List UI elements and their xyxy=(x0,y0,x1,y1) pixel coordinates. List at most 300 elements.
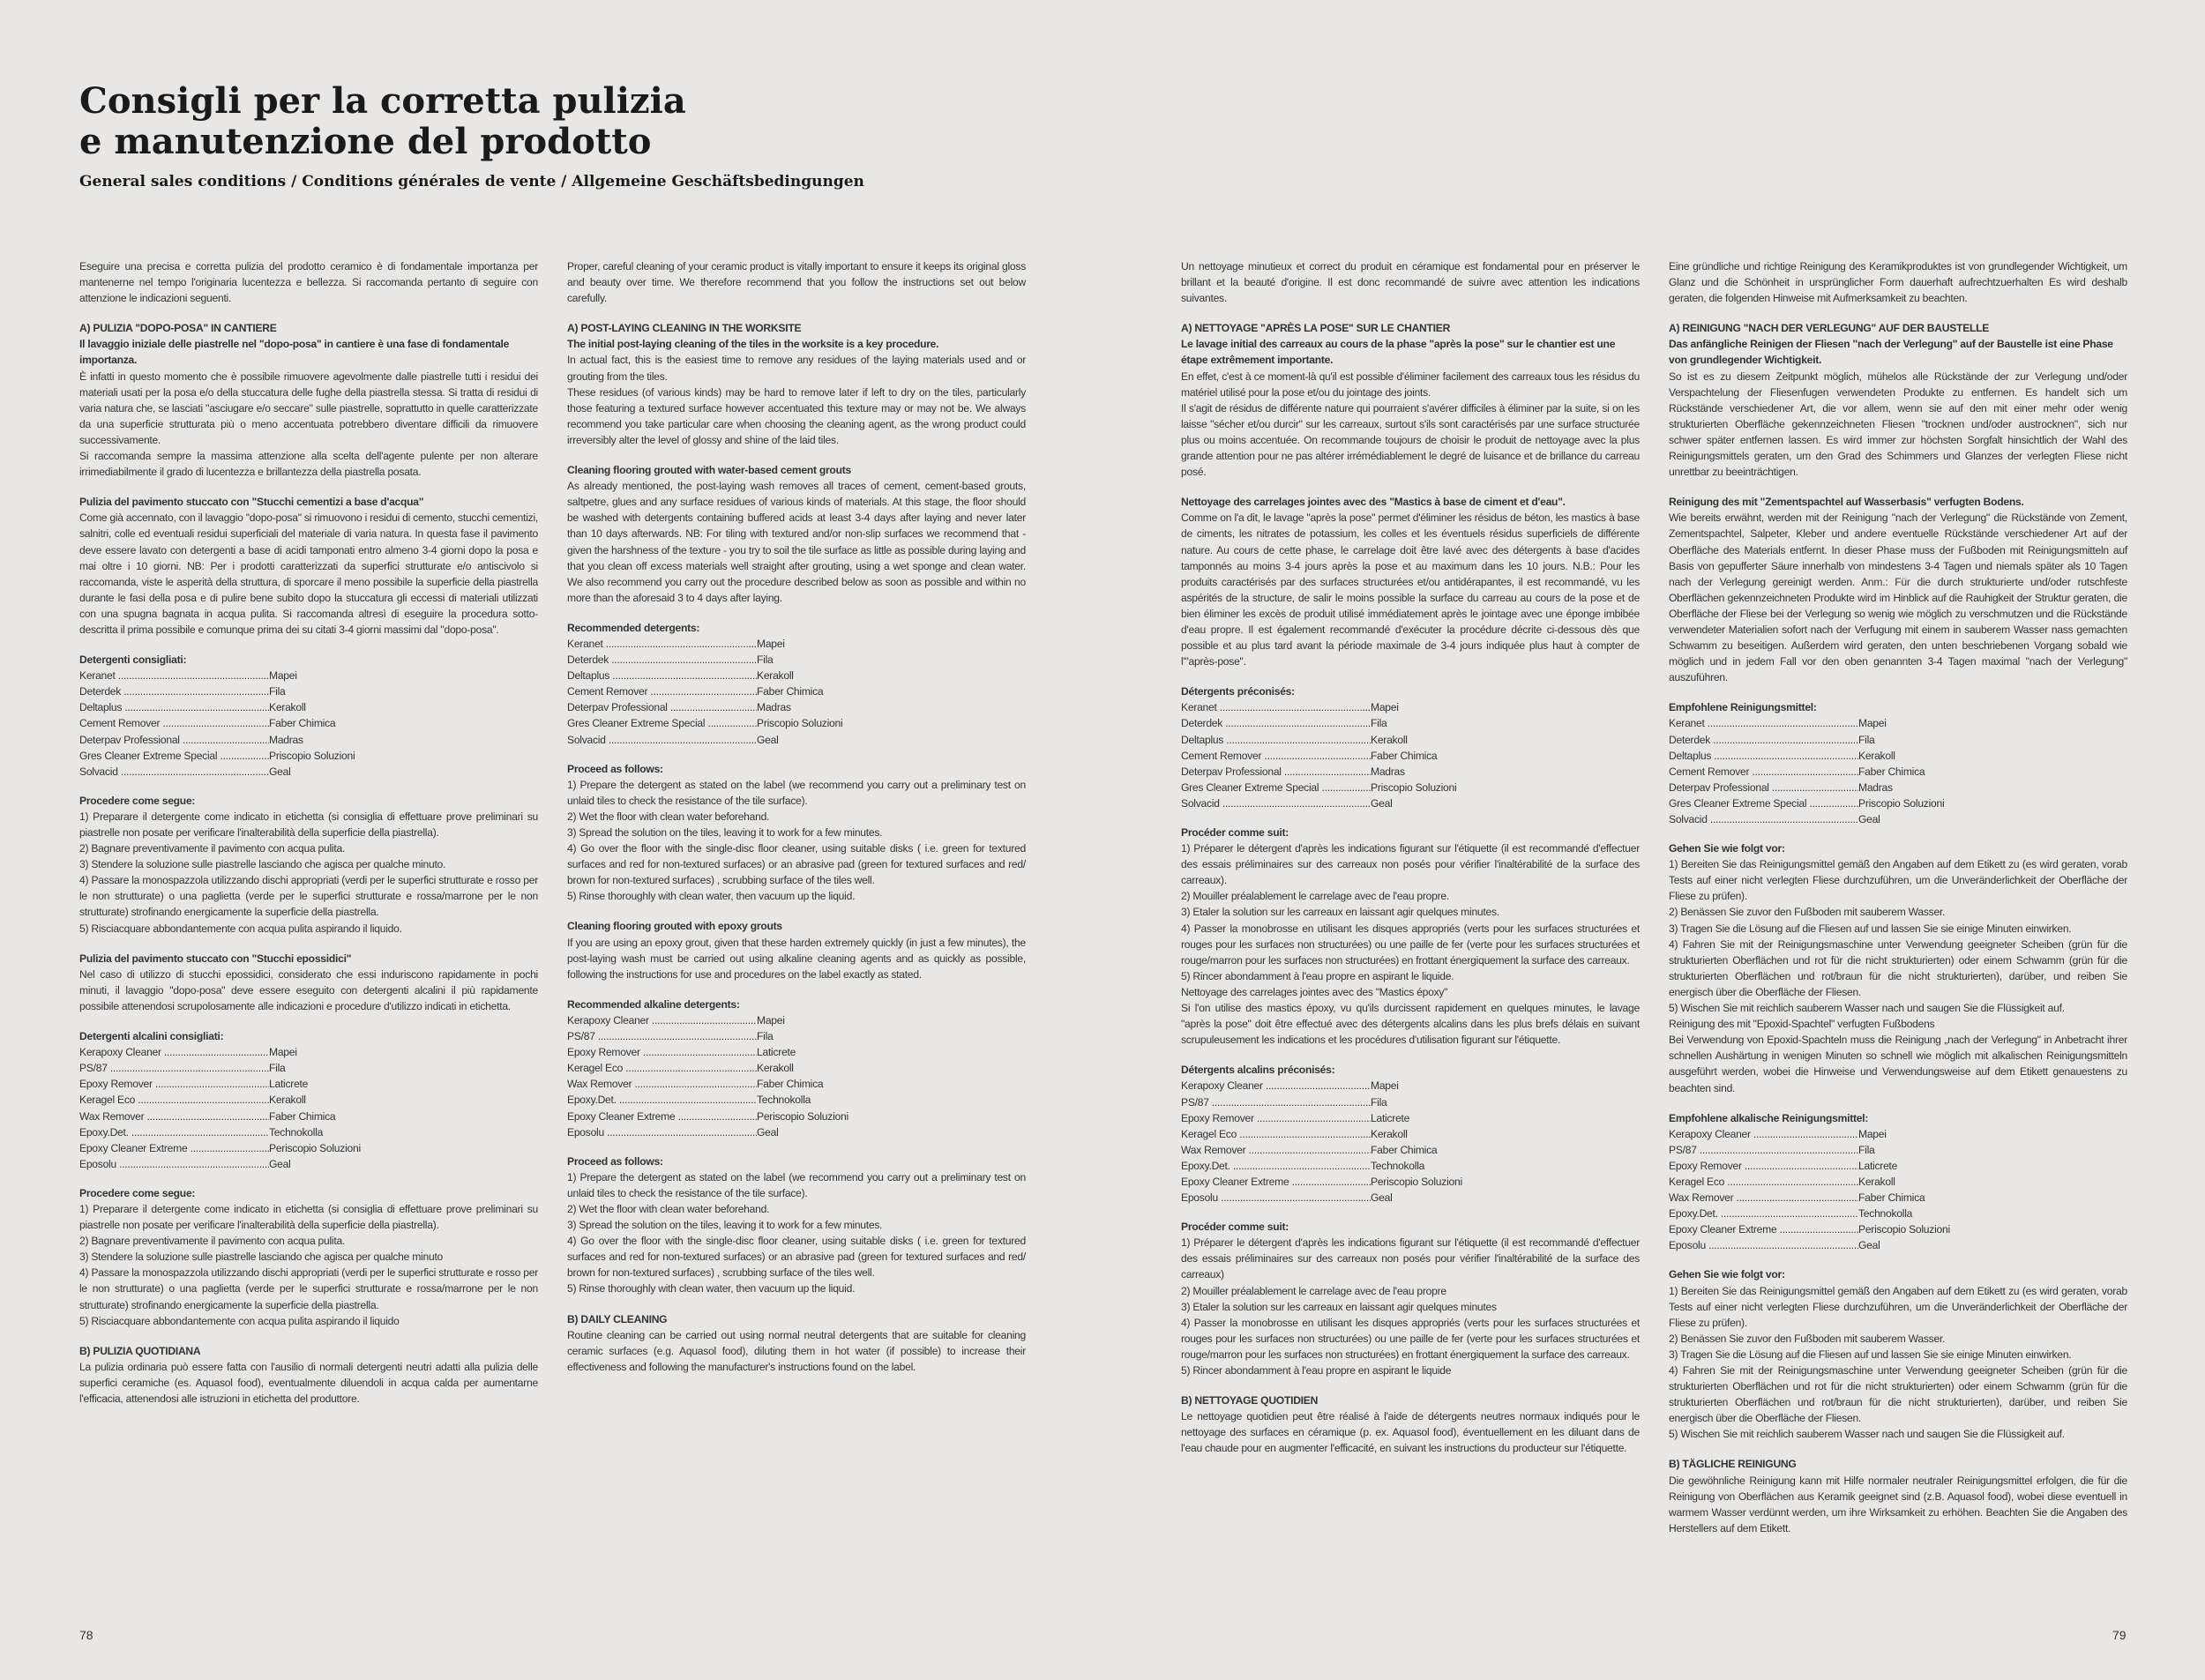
detergent-row xyxy=(79,748,538,764)
detergent-brand: Periscopio Soluzioni xyxy=(269,1141,361,1154)
procedure-step: 4) Passer la monobrosse en utilisant les disques appropriés (verts pour les surfaces structurées et rouges pour les surfaces non structurées) ou une paille de fer (verte pour les surfaces structurées et rouge/marron pour les surfaces non structurées) en frottant énergiquement la surface des carreaux. xyxy=(1181,1316,1640,1361)
detergent-name: Deltaplus ..... xyxy=(79,699,269,715)
detergent-row xyxy=(79,683,538,699)
procedure-step: 5) Rinse thoroughly with clean water, then vacuum up the liquid. xyxy=(567,890,856,903)
detergent-brand: Mapei xyxy=(1371,1079,1399,1093)
detergent-brand: Mapei xyxy=(757,1013,785,1027)
procedure-step: 5) Rincer abondamment à l'eau propre en aspirant le liquide. xyxy=(1181,969,1454,982)
detergent-brand: Priscopio Soluzioni xyxy=(1858,796,1945,810)
detergent-brand: Periscopio Soluzioni xyxy=(1371,1175,1462,1188)
detergent-name: Gres Cleaner Extreme Special ..... xyxy=(567,715,757,731)
detergents-2-heading: Détergents alcalins préconisés: xyxy=(1181,1064,1335,1077)
detergent-name: Cement Remover ..... xyxy=(1181,748,1371,764)
subsection-1-heading: Cleaning flooring grouted with water-based cement grouts xyxy=(567,464,851,477)
detergent-brand: Faber Chimica xyxy=(1858,765,1925,778)
procedure-step: 4) Passer la monobrosse en utilisant les disques appropriés (verts pour les surfaces structurées et rouges pour les surfaces non structurées) ou une paille de fer (verte pour les surfaces structurées et rouge/marron pour les surfaces non structurées) en frottant énergiquement la surface des carreaux. xyxy=(1181,922,1640,967)
detergent-row xyxy=(1669,1190,2127,1206)
detergent-row xyxy=(1181,1190,1640,1206)
detergent-row xyxy=(567,732,1026,748)
detergent-brand: Kerakoll xyxy=(1858,749,1895,762)
detergent-name: PS/87 ..... xyxy=(1669,1142,1858,1158)
detergent-row xyxy=(79,1140,538,1156)
detergent-name: Epoxy Cleaner Extreme ..... xyxy=(567,1109,757,1124)
detergent-brand: Mapei xyxy=(1858,717,1887,730)
proc2-steps xyxy=(567,1169,1026,1297)
detergent-row xyxy=(1181,748,1640,764)
intro-paragraph: Proper, careful cleaning of your ceramic product is vitally important to ensure it keeps its original gloss and beauty over time. We therefore recommend that you follow the instructions set out below carefully. xyxy=(567,260,1026,305)
detergent-brand: Madras xyxy=(1858,780,1893,794)
detergent-brand: Laticrete xyxy=(757,1046,796,1059)
detergent-name: Deterdek ..... xyxy=(79,683,269,699)
procedure-step: 3) Etaler la solution sur les carreaux en laissant agir quelques minutes xyxy=(1181,1300,1497,1313)
procedure-step: 2) Benässen Sie zuvor den Fußboden mit sauberem Wasser. xyxy=(1669,1332,1946,1345)
detergent-brand: Periscopio Soluzioni xyxy=(757,1109,848,1123)
section-a-heading: A) PULIZIA "DOPO-POSA" IN CANTIERE xyxy=(79,322,277,335)
detergent-row xyxy=(1181,1078,1640,1094)
detergent-name: Kerapoxy Cleaner ..... xyxy=(1181,1078,1371,1094)
detergent-name: Keranet ..... xyxy=(79,668,269,683)
detergent-brand: Faber Chimica xyxy=(269,717,336,730)
det2-list xyxy=(79,1044,538,1172)
detergent-row xyxy=(567,668,1026,683)
detergent-name: Deterdek ..... xyxy=(1669,732,1858,748)
detergent-row xyxy=(79,715,538,731)
detergent-brand: Fila xyxy=(757,653,774,667)
detergent-brand: Geal xyxy=(757,1125,779,1139)
detergent-row xyxy=(1669,1126,2127,1142)
detergent-brand: Laticrete xyxy=(1858,1159,1898,1172)
procedure-step: 2) Bagnare preventivamente il pavimento con acqua pulita. xyxy=(79,1235,346,1248)
procedure-step: 4) Fahren Sie mit der Reinigungsmaschine unter Verwendung geeigneter Scheiben (grün für die strukturierten Oberflächen und rot für die nicht strukturierten) oder einem Schwamm (grün für die strukturierten Oberflächen und rot/braun für die nicht strukturierten), darüber, und reiben Sie energisch über die Oberfläche der Fliesen. xyxy=(1669,937,2127,998)
detergent-name: Wax Remover ..... xyxy=(1181,1142,1371,1158)
detergents-1-heading: Détergents préconisés: xyxy=(1181,685,1295,698)
section-a-text-2: Si raccomanda sempre la massima attenzione alla scelta dell'agente pulente per non alterare irrimediabilmente il grado di lucentezza e brillantezza della piastrella posata. xyxy=(79,450,538,479)
detergent-brand: Fila xyxy=(1858,733,1875,746)
det1-list xyxy=(1669,715,2127,827)
procedure-step: 3) Tragen Sie die Lösung auf die Fliesen auf und lassen Sie sie einige Minuten einwirken. xyxy=(1669,1348,2072,1361)
detergent-row xyxy=(79,699,538,715)
detergent-row xyxy=(1181,1126,1640,1142)
detergent-row xyxy=(1669,811,2127,827)
detergent-brand: Geal xyxy=(1858,813,1880,825)
detergent-row xyxy=(1181,795,1640,811)
section-b-heading: B) TÄGLICHE REINIGUNG xyxy=(1669,1458,1797,1471)
detergent-brand: Geal xyxy=(269,1157,291,1170)
detergents-1-heading: Recommended detergents: xyxy=(567,621,700,634)
detergent-name: Epoxy.Det. ..... xyxy=(1669,1206,1858,1221)
detergent-row xyxy=(567,1109,1026,1124)
detergent-row xyxy=(567,1060,1026,1076)
section-b-text: Routine cleaning can be carried out using normal neutral detergents that are suitable for cleaning ceramic surfaces (e.g. Aquasol food), diluting them in hot water (if possible) to increase their effectiveness and following the manufacturer's instructions found on the label. xyxy=(567,1328,1026,1373)
detergent-row xyxy=(1669,1221,2127,1237)
procedure-2-heading: Procéder comme suit: xyxy=(1181,1221,1289,1234)
procedure-step: 5) Rincer abondamment à l'eau propre en aspirant le liquide xyxy=(1181,1364,1452,1377)
detergent-name: Eposolu ..... xyxy=(1669,1237,1858,1253)
section-a-heading: A) REINIGUNG "NACH DER VERLEGUNG" AUF DER BAUSTELLE xyxy=(1669,322,1990,335)
detergent-row xyxy=(1181,1094,1640,1110)
detergent-name: Eposolu ..... xyxy=(567,1124,757,1140)
detergent-row xyxy=(1669,748,2127,764)
procedure-step: 5) Rinse thoroughly with clean water, then vacuum up the liquid. xyxy=(567,1282,856,1295)
detergent-row xyxy=(1181,1110,1640,1126)
proc2-steps xyxy=(1669,1283,2127,1443)
page-number-left: 78 xyxy=(79,1628,93,1642)
subsection-1-text: Comme on l'a dit, le lavage "après la pose" permet d'éliminer les résidus de béton, les mastics à base de ciments, les nitrates de potassium, les colles et les éventuels résidus superficiels de différente nature. Au cours de cette phase, le carrelage doit être lavé avec des détergents à base d'acides tamponnés au moins 3-4 jours après la pose et au maximum dans les 10 jours. N.B.: Pour les produits caractérisés par des surfaces structurées et/ou antidérapantes, il est recommandé, vu les aspérités de la structure, de salir le moins possible la surface du carreau au cours de la pose et de bien éliminer les excès de produit utilisé immédiatement après le jointage avec une éponge imbibée d'eau propre. Il est également recommandé d'exécuter la procédure décrite ci-dessous dès que possible et au plus tard avant la période maximale de 3-4 jours indiquée plus haut à compter de l'"après-pose". xyxy=(1181,511,1640,668)
procedure-step: 5) Wischen Sie mit reichlich sauberem Wasser nach und saugen Sie die Flüssigkeit auf. xyxy=(1669,1002,2065,1015)
section-a-lead: Il lavaggio iniziale delle piastrelle nel "dopo-posa" in cantiere è una fase di fondamentale importanza. xyxy=(79,338,510,367)
section-b-text: La pulizia ordinaria può essere fatta con l'ausilio di normali detergenti neutri adatti alla pulizia delle superfici ceramiche (es. Aquasol food), eventualmente diluendoli in acqua calda per aumentarne l'efficacia, attenendosi alle istruzioni in etichetta del produttore. xyxy=(79,1360,538,1405)
detergent-name: Keranet ..... xyxy=(1669,715,1858,731)
procedure-step: 3) Etaler la solution sur les carreaux en laissant agir quelques minutes. xyxy=(1181,906,1499,919)
section-a-text-2: Il s'agit de résidus de différente nature qui pourraient s'avérer difficiles à éliminer par la suite, si on les laisse "sécher et/ou durcir" sur les carreaux, surtout s'ils sont caractérisés par une surface structurée plus ou moins accentuée. On recommande toujours de choisir le produit de nettoyage avec la plus grande attention pour ne pas altérer irrémédiablement le degré de luisance et de brillance du carreau posé. xyxy=(1181,401,1640,479)
detergent-brand: Priscopio Soluzioni xyxy=(1371,780,1457,794)
column-french xyxy=(1181,258,1640,1456)
intro-paragraph: Eine gründliche und richtige Reinigung des Keramikproduktes ist von grundlegender Wichtigkeit, um Glanz und die Schönheit in ursprünglicher Form dauerhaft aufrechtzuerhalten Es wird deshalb geraten, die folgenden Hinweise mit Aufmerksamkeit zu beachten. xyxy=(1669,260,2127,305)
detergent-brand: Faber Chimica xyxy=(1858,1191,1925,1205)
detergent-name: Epoxy Cleaner Extreme ..... xyxy=(1181,1174,1371,1190)
section-a-lead: Das anfängliche Reinigen der Fliesen "nach der Verlegung" auf der Baustelle ist eine Phase von grundlegender Wichtigkeit. xyxy=(1669,338,2113,367)
subsection-1-text: Wie bereits erwähnt, werden mit der Reinigung "nach der Verlegung" die Rückstände von Zement, Zementspachtel, Salpeter, Kleber und andere eventuelle Rückstände verschiedener Art auf der Oberfläche des Materials entfernt. In dieser Phase muss der Fußboden mit Reinigungsmitteln auf Basis von gepufferter Säure innerhalb von mindestens 3-4 Tagen und niemals später als 10 Tagen nach der Verlegung gereinigt werden. Anm.: Für die durch strukturierte und/oder rutschfeste Oberflächen gekennzeichneten Produkte wird im Hinblick auf die Rauhigkeit der Struktur geraten, die Oberfläche der Fliese bei der Verlegung so wenig wie möglich zu verschmutzen und die Rückstände verwendeter Materialien sofort nach der Verfugung mit einem in sauberem Wasser nass gemachten Schwamm zu beseitigen. Außerdem wird geraten, den unten beschriebenen Vorgang sobald wie möglich und in jedem Fall vor den oben genannten 3-4 Tagen maximal "nach der Verlegung" auszuführen. xyxy=(1669,511,2127,684)
detergent-brand: Fila xyxy=(1371,1095,1387,1109)
procedure-step: 3) Stendere la soluzione sulle piastrelle lasciando che agisca per qualche minuto. xyxy=(79,858,446,871)
detergent-row xyxy=(567,1076,1026,1092)
detergent-brand: Geal xyxy=(1371,1191,1393,1205)
procedure-step: 1) Préparer le détergent d'après les indications figurant sur l'étiquette (il est recommandé d'effectuer des essais préliminaires sur des carreaux non posés pour vérifier l'inaltérabilité de la surface des carreaux) xyxy=(1181,1236,1640,1281)
detergent-brand: Geal xyxy=(1858,1239,1880,1252)
subsection-2-text: Nel caso di utilizzo di stucchi epossidici, considerato che essi induriscono rapidamente in pochi minuti, il lavaggio "dopo-posa" deve essere eseguito con detergenti alcalini il più rapidamente possibile attenendosi scrupolosamente alle indicazioni e procedure d'utilizzo indicati in etichetta. xyxy=(79,967,538,1012)
procedure-step: 1) Prepare the detergent as stated on the label (we recommend you carry out a preliminary test on unlaid tiles to check the resistance of the tile surface). xyxy=(567,1170,1026,1199)
detergent-brand: Laticrete xyxy=(269,1078,309,1091)
detergents-2-heading: Detergenti alcalini consigliati: xyxy=(79,1030,224,1043)
detergent-brand: Technokolla xyxy=(757,1094,811,1107)
detergent-name: Gres Cleaner Extreme Special ..... xyxy=(79,748,269,764)
detergent-name: Solvacid ..... xyxy=(1181,795,1371,811)
detergent-row xyxy=(79,1076,538,1092)
section-b-heading: B) PULIZIA QUOTIDIANA xyxy=(79,1344,201,1357)
page-number-right: 79 xyxy=(2112,1628,2127,1642)
procedure-step: 4) Passare la monospazzola utilizzando dischi appropriati (verdi per le superfici strutturate e rosso per le non strutturate) o una paglietta (verde per le superfici strutturate e rossa/marrone per le non strutturate) strofinando energicamente la superficie della piastrella. xyxy=(79,1266,538,1311)
detergent-brand: Faber Chimica xyxy=(757,685,824,698)
section-b-heading: B) NETTOYAGE QUOTIDIEN xyxy=(1181,1394,1319,1407)
detergent-row xyxy=(1181,780,1640,795)
detergent-brand: Kerakoll xyxy=(1371,1127,1408,1140)
procedure-step: Bei Verwendung von Epoxid-Spachteln muss die Reinigung „nach der Verlegung" in Anbetracht ihrer schnellen Aushärtung in wenigen Minuten so schnell wie möglich mit alkalischen Reinigungsmitteln ausgeführt werden, wobei die Hinweise und Verwendungsweise auf dem Etikett genauestens zu beachten sind. xyxy=(1669,1034,2127,1094)
procedure-step: Si l'on utilise des mastics époxy, vu qu'ils durcissent rapidement en quelques minutes, le lavage "après la pose" doit être effectué avec des détergents alcalins dans les plus brefs délais en suivant scrupuleusement les indications et les procédures d'utilisation figurant sur l'étiquette. xyxy=(1181,1002,1640,1047)
detergent-name: Epoxy.Det. ..... xyxy=(567,1092,757,1108)
detergent-name: Solvacid ..... xyxy=(79,764,269,780)
proc2-steps xyxy=(1181,1235,1640,1378)
detergent-name: PS/87 ..... xyxy=(79,1060,269,1076)
section-b-text: Die gewöhnliche Reinigung kann mit Hilfe normaler neutraler Reinigungsmittel erfolgen, die für die Reinigung von Oberflächen aus Keramik geeignet sind (z.B. Aquasol food), wobei diese eventuell in warmem Wasser verdünnt werden, um ihre Wirksamkeit zu erhöhen. Beachten Sie die Angaben des Herstellers auf dem Etikett. xyxy=(1669,1474,2127,1534)
column-italian xyxy=(79,258,538,1407)
proc1-steps xyxy=(79,809,538,937)
detergent-name: Wax Remover ..... xyxy=(1669,1190,1858,1206)
detergent-brand: Technokolla xyxy=(269,1125,324,1139)
detergent-row xyxy=(567,1028,1026,1044)
detergent-brand: Geal xyxy=(269,765,291,778)
section-a-text: En effet, c'est à ce moment-là qu'il est possible d'éliminer facilement des carreaux tous les résidus du matériel utilisé pour la pose et/ou du jointage des joints. xyxy=(1181,370,1640,399)
detergent-row xyxy=(79,1156,538,1172)
detergent-row xyxy=(567,699,1026,715)
detergent-name: Keragel Eco ..... xyxy=(567,1060,757,1076)
detergent-name: Cement Remover ..... xyxy=(567,683,757,699)
detergent-name: PS/87 ..... xyxy=(1181,1094,1371,1110)
procedure-2-heading: Procedere come segue: xyxy=(79,1186,196,1199)
detergent-brand: Kerakoll xyxy=(1371,733,1408,746)
detergent-brand: Mapei xyxy=(757,637,785,650)
detergent-name: Solvacid ..... xyxy=(567,732,757,748)
section-a-heading: A) POST-LAYING CLEANING IN THE WORKSITE xyxy=(567,322,802,335)
detergent-name: Epoxy.Det. ..... xyxy=(79,1124,269,1140)
det1-list xyxy=(567,636,1026,748)
detergent-row xyxy=(1669,795,2127,811)
detergent-brand: Mapei xyxy=(1858,1127,1887,1140)
subsection-2-text: If you are using an epoxy grout, given that these harden extremely quickly (in just a few minutes), the post-laying wash must be carried out using alkaline cleaning agents and as quickly as possible, following the instructions for use and procedures on the label exactly as stated. xyxy=(567,936,1026,981)
detergent-brand: Mapei xyxy=(269,669,297,683)
detergent-brand: Faber Chimica xyxy=(1371,749,1438,762)
detergent-row xyxy=(79,764,538,780)
detergent-brand: Mapei xyxy=(1371,701,1399,714)
procedure-step: Nettoyage des carrelages jointes avec des "Mastics époxy" xyxy=(1181,985,1448,998)
detergent-row xyxy=(79,1092,538,1108)
procedure-step: 1) Preparare il detergente come indicato in etichetta (si consiglia di effettuare prove preliminari su piastrelle non posate per verificare l'inalterabilità della superficie della piastrella). xyxy=(79,1202,538,1232)
detergent-brand: Kerakoll xyxy=(1858,1175,1895,1188)
detergent-brand: Mapei xyxy=(269,1046,297,1059)
detergent-brand: Priscopio Soluzioni xyxy=(269,749,355,762)
detergent-brand: Priscopio Soluzioni xyxy=(757,717,843,730)
detergents-2-heading: Recommended alkaline detergents: xyxy=(567,997,740,1011)
procedure-step: Reinigung des mit "Epoxid-Spachtel" verfugten Fußbodens xyxy=(1669,1018,1935,1031)
procedure-step: 2) Bagnare preventivamente il pavimento con acqua pulita. xyxy=(79,842,346,855)
detergent-name: Wax Remover ..... xyxy=(567,1076,757,1092)
detergent-name: Kerapoxy Cleaner ..... xyxy=(79,1044,269,1060)
detergent-brand: Fila xyxy=(269,1062,286,1075)
procedure-step: 4) Fahren Sie mit der Reinigungsmaschine unter Verwendung geeigneter Scheiben (grün für die strukturierten Oberflächen und rot für die nicht strukturierten) oder einem Schwamm (grün für die strukturierten Oberflächen und rot/braun für die nicht strukturierten), darüber, und reiben Sie energisch über die Oberfläche der Fliesen. xyxy=(1669,1364,2127,1425)
detergent-row xyxy=(79,1124,538,1140)
detergent-name: Eposolu ..... xyxy=(1181,1190,1371,1206)
proc2-steps xyxy=(79,1201,538,1329)
detergent-name: PS/87 ..... xyxy=(567,1028,757,1044)
detergent-row xyxy=(1669,732,2127,748)
detergent-name: Eposolu ..... xyxy=(79,1156,269,1172)
detergent-name: Epoxy Cleaner Extreme ..... xyxy=(79,1140,269,1156)
detergent-row xyxy=(1181,764,1640,780)
detergent-row xyxy=(1669,780,2127,795)
section-a-lead: The initial post-laying cleaning of the tiles in the worksite is a key procedure. xyxy=(567,338,939,351)
detergent-row xyxy=(567,1012,1026,1028)
detergent-row xyxy=(1181,699,1640,715)
section-a-text: So ist es zu diesem Zeitpunkt möglich, mühelos alle Rückstände der zur Verlegung und/oder Verspachtelung der Fliesenfugen verwendeten Produkte zu entfernen. Es handelt sich um Rückstände verschiedener Art, die vor allem, wenn sie auf den mit einer mehr oder wenig strukturierten Oberfläche gekennzeichneten Fliesen "trocknen und/oder austrocknen", sich nur schwer später entfernen lassen. Es wird immer zur höchsten Sorgfalt hinsichtlich der Wahl des Reinigungsmittels geraten, um den Grad des Schimmers und Glanzes der verlegten Fliese nicht unrettbar zu beeinträchtigen. xyxy=(1669,370,2127,479)
detergent-brand: Kerakoll xyxy=(757,1062,794,1075)
detergent-name: Deterpav Professional ..... xyxy=(1669,780,1858,795)
detergent-name: Deterpav Professional ..... xyxy=(79,732,269,748)
detergent-name: Epoxy Remover ..... xyxy=(79,1076,269,1092)
detergent-name: Keragel Eco ..... xyxy=(79,1092,269,1108)
column-german xyxy=(1669,258,2127,1536)
detergent-name: Wax Remover ..... xyxy=(79,1109,269,1124)
detergent-row xyxy=(567,683,1026,699)
detergent-name: Deltaplus ..... xyxy=(567,668,757,683)
detergent-name: Deterpav Professional ..... xyxy=(567,699,757,715)
detergent-brand: Madras xyxy=(757,701,791,714)
detergent-row xyxy=(567,652,1026,668)
detergent-brand: Kerakoll xyxy=(757,669,794,683)
detergent-row xyxy=(1669,1206,2127,1221)
detergent-brand: Kerakoll xyxy=(269,1094,306,1107)
detergent-row xyxy=(1669,1158,2127,1174)
intro-paragraph: Un nettoyage minutieux et correct du produit en céramique est fondamental pour en préserver le brillant et la beauté d'origine. Il est donc recommandé de suivre avec attention les indications suivantes. xyxy=(1181,260,1640,305)
detergent-row xyxy=(567,1044,1026,1060)
detergent-name: Deltaplus ..... xyxy=(1181,732,1371,748)
detergent-brand: Kerakoll xyxy=(269,701,306,714)
det2-list xyxy=(1181,1078,1640,1206)
detergent-brand: Periscopio Soluzioni xyxy=(1858,1223,1950,1236)
procedure-step: 5) Wischen Sie mit reichlich sauberem Wasser nach und saugen Sie die Flüssigkeit auf. xyxy=(1669,1428,2065,1441)
section-a-text: È infatti in questo momento che è possibile rimuovere agevolmente dalle piastrelle tutti i residui dei materiali usati per la posa e/o della stuccatura delle fughe della piastrella stessa. Si tratta di residui di varia natura che, se lasciati "asciugare e/o seccare" sulle piastrelle, soprattutto in quelle caratterizzate da una superficie strutturata più o meno accentuata potrebbero diventare difficili da rimuovere successivamente. xyxy=(79,370,538,446)
detergent-brand: Faber Chimica xyxy=(1371,1143,1438,1156)
procedure-1-heading: Gehen Sie wie folgt vor: xyxy=(1669,842,1785,855)
procedure-step: 1) Bereiten Sie das Reinigungsmittel gemäß den Angaben auf dem Etikett zu (es wird geraten, vorab Tests auf einer nicht verlegten Fliese durchzuführen, um die Unveränderlichkeit der Oberfläche der Fliese zu prüfen). xyxy=(1669,858,2127,903)
page-subtitle: General sales conditions / Conditions générales de vente / Allgemeine Geschäftsbedingungen xyxy=(79,173,864,190)
detergent-name: Epoxy.Det. ..... xyxy=(1181,1158,1371,1174)
det1-list xyxy=(1181,699,1640,811)
subsection-2-heading: Cleaning flooring grouted with epoxy grouts xyxy=(567,920,782,933)
detergent-name: Kerapoxy Cleaner ..... xyxy=(1669,1126,1858,1142)
detergent-name: Epoxy Cleaner Extreme ..... xyxy=(1669,1221,1858,1237)
detergent-row xyxy=(1181,732,1640,748)
page-title xyxy=(79,81,686,162)
procedure-step: 4) Passare la monospazzola utilizzando dischi appropriati (verdi per le superfici strutturate e rosso per le non strutturate) o una paglietta (verde per le superfici strutturate e rossa/marrone per le non strutturate) strofinando energicamente la superficie della piastrella. xyxy=(79,874,538,919)
detergent-brand: Fila xyxy=(269,685,286,698)
detergent-name: Keragel Eco ..... xyxy=(1669,1174,1858,1190)
detergent-brand: Geal xyxy=(1371,796,1393,810)
detergent-name: Keragel Eco ..... xyxy=(1181,1126,1371,1142)
detergent-row xyxy=(1181,1158,1640,1174)
procedure-step: 4) Go over the floor with the single-disc floor cleaner, using suitable disks ( i.e. green for textured surfaces and red for non-textured surfaces) or an abrasive pad (green for textured surfaces and red/ brown for non-textured surfaces) , scrubbing surface of the tiles well. xyxy=(567,1235,1026,1280)
procedure-step: 3) Stendere la soluzione sulle piastrelle lasciando che agisca per qualche minuto xyxy=(79,1251,444,1264)
procedure-1-heading: Proceed as follows: xyxy=(567,762,663,775)
procedure-step: 1) Bereiten Sie das Reinigungsmittel gemäß den Angaben auf dem Etikett zu (es wird geraten, vorab Tests auf einer nicht verlegten Fliese durchzuführen, um die Unveränderlichkeit der Oberfläche der Fliese zu prüfen). xyxy=(1669,1284,2127,1329)
detergent-name: Epoxy Remover ..... xyxy=(1181,1110,1371,1126)
detergent-row xyxy=(1669,715,2127,731)
detergent-row xyxy=(79,1044,538,1060)
detergents-1-heading: Detergenti consigliati: xyxy=(79,653,187,667)
procedure-step: 2) Benässen Sie zuvor den Fußboden mit sauberem Wasser. xyxy=(1669,906,1946,919)
procedure-2-heading: Proceed as follows: xyxy=(567,1154,663,1168)
procedure-step: 1) Preparare il detergente come indicato in etichetta (si consiglia di effettuare prove preliminari su piastrelle non posate per verificare l'inalterabilità della superficie della piastrella). xyxy=(79,810,538,839)
intro-paragraph: Eseguire una precisa e corretta pulizia del prodotto ceramico è di fondamentale importanza per mantenerne nel tempo l'originaria lucentezza e bellezza. Si raccomanda pertanto di seguire con attenzione le indicazioni seguenti. xyxy=(79,260,538,305)
detergent-brand: Fila xyxy=(757,1030,774,1043)
detergent-name: Epoxy Remover ..... xyxy=(567,1044,757,1060)
column-english xyxy=(567,258,1026,1375)
procedure-step: 1) Préparer le détergent d'après les indications figurant sur l'étiquette (il est recommandé d'effectuer des essais préliminaires sur des carreaux non posés pour vérifier l'inaltérabilité de la surface des carreaux). xyxy=(1181,842,1640,887)
detergent-name: Cement Remover ..... xyxy=(79,715,269,731)
detergent-row xyxy=(1181,715,1640,731)
proc1-steps xyxy=(1181,840,1640,1048)
detergent-row xyxy=(79,1109,538,1124)
procedure-step: 2) Wet the floor with clean water beforehand. xyxy=(567,1202,770,1215)
det1-list xyxy=(79,668,538,780)
detergent-row xyxy=(567,1092,1026,1108)
detergent-row xyxy=(1669,1174,2127,1190)
subsection-1-heading: Reinigung des mit "Zementspachtel auf Wasserbasis" verfugten Bodens. xyxy=(1669,496,2024,509)
detergent-row xyxy=(567,1124,1026,1140)
detergents-1-heading: Empfohlene Reinigungsmittel: xyxy=(1669,701,1817,714)
subsection-1-text: Come già accennato, con il lavaggio "dopo-posa" si rimuovono i residui di cemento, stucchi cementizi, salnitri, colle ed eventuali residui superficiali del materiale di varia natura. In questa fase il pavimento deve essere lavato con detergenti a base di acidi tamponati entro almeno 3-4 giorni dopo la posa e mai oltre i 10 giorni. NB: Per i prodotti caratterizzati da superfici strutturate e/o antiscivolo si raccomanda, viste le asperità della struttura, di sporcare il meno possibile la superficie della piastrella durante le fasi della posa e di pulire bene subito dopo la stuccatura gli eccessi di materiali utilizzati con una spugna bagnata in acqua pulita. Si raccomanda altresì di eseguire la procedura sotto-descritta il prima possibile e comunque prima dei su citati 3-4 giorni massimi dal "dopo-posa". xyxy=(79,511,538,636)
title-line-1: Consigli per la corretta pulizia xyxy=(79,80,686,122)
detergent-row xyxy=(79,668,538,683)
detergent-name: Deterdek ..... xyxy=(567,652,757,668)
det2-list xyxy=(1669,1126,2127,1254)
detergent-name: Deterdek ..... xyxy=(1181,715,1371,731)
detergent-row xyxy=(567,636,1026,652)
detergent-name: Kerapoxy Cleaner ..... xyxy=(567,1012,757,1028)
procedure-1-heading: Procéder comme suit: xyxy=(1181,826,1289,839)
procedure-step: 2) Wet the floor with clean water beforehand. xyxy=(567,810,770,823)
procedure-1-heading: Procedere come segue: xyxy=(79,794,196,807)
procedure-step: 5) Risciacquare abbondantemente con acqua pulita aspirando il liquido xyxy=(79,1314,400,1327)
procedure-step: 2) Mouiller préalablement le carrelage avec de l'eau propre. xyxy=(1181,890,1449,903)
procedure-step: 4) Go over the floor with the single-disc floor cleaner, using suitable disks ( i.e. green for textured surfaces and red for non-textured surfaces) or an abrasive pad (green for textured surfaces and red/ brown for non-textured surfaces) , scrubbing surface of the tiles well. xyxy=(567,842,1026,887)
subsection-1-text: As already mentioned, the post-laying wash removes all traces of cement, cement-based grouts, saltpetre, glues and any surface residues of various kinds of materials. At this stage, the floor should be washed with detergents containing buffered acids at least 3-4 days after laying and never later than 10 days afterwards. NB: For tiling with textured and/or non-slip surfaces we recommend that - given the harshness of the texture - you try to soil the tile surface as little as possible during laying and that you clean off excess materials well straight after grouting, using a wet sponge and clean water. We also recommend you carry out the procedure described below as soon as possible and within no more than the aforesaid 3 to 4 days after laying. xyxy=(567,480,1026,604)
detergent-row xyxy=(1669,1142,2127,1158)
detergent-row xyxy=(1669,764,2127,780)
detergent-brand: Fila xyxy=(1371,717,1387,730)
detergent-name: Keranet ..... xyxy=(1181,699,1371,715)
detergent-row xyxy=(567,715,1026,731)
detergent-row xyxy=(1669,1237,2127,1253)
detergent-row xyxy=(79,1060,538,1076)
detergent-brand: Technokolla xyxy=(1371,1159,1425,1172)
detergent-brand: Madras xyxy=(269,733,303,746)
detergent-name: Solvacid ..... xyxy=(1669,811,1858,827)
section-a-heading: A) NETTOYAGE "APRÈS LA POSE" SUR LE CHANTIER xyxy=(1181,322,1451,335)
detergent-name: Gres Cleaner Extreme Special ..... xyxy=(1669,795,1858,811)
subsection-1-heading: Pulizia del pavimento stuccato con "Stucchi cementizi a base d'acqua" xyxy=(79,496,424,509)
section-a-lead: Le lavage initial des carreaux au cours de la phase "après la pose" sur le chantier est une étape extrêmement importante. xyxy=(1181,338,1616,367)
detergent-brand: Laticrete xyxy=(1371,1111,1410,1124)
detergent-brand: Technokolla xyxy=(1858,1207,1913,1221)
detergent-brand: Fila xyxy=(1858,1143,1875,1156)
detergent-name: Gres Cleaner Extreme Special ..... xyxy=(1181,780,1371,795)
procedure-step: 2) Mouiller préalablement le carrelage avec de l'eau propre xyxy=(1181,1284,1446,1297)
procedure-step: 3) Spread the solution on the tiles, leaving it to work for a few minutes. xyxy=(567,1219,883,1232)
section-b-heading: B) DAILY CLEANING xyxy=(567,1312,668,1325)
section-a-text: In actual fact, this is the easiest time to remove any residues of the laying materials used and or grouting from the tiles. xyxy=(567,354,1026,383)
procedure-step: 1) Prepare the detergent as stated on the label (we recommend you carry out a preliminary test on unlaid tiles to check the resistance of the tile surface). xyxy=(567,778,1026,807)
detergent-row xyxy=(1181,1142,1640,1158)
detergents-2-heading: Empfohlene alkalische Reinigungsmittel: xyxy=(1669,1111,1869,1124)
procedure-step: 5) Risciacquare abbondantemente con acqua pulita aspirando il liquido. xyxy=(79,922,402,935)
proc1-steps xyxy=(1669,856,2127,1095)
detergent-brand: Faber Chimica xyxy=(269,1109,336,1123)
detergent-name: Cement Remover ..... xyxy=(1669,764,1858,780)
subsection-2-heading: Pulizia del pavimento stuccato con "Stucchi epossidici" xyxy=(79,952,352,965)
detergent-name: Deterpav Professional ..... xyxy=(1181,764,1371,780)
detergent-row xyxy=(1181,1174,1640,1190)
detergent-name: Deltaplus ..... xyxy=(1669,748,1858,764)
title-line-2: e manutenzione del prodotto xyxy=(79,121,652,162)
detergent-row xyxy=(79,732,538,748)
detergent-brand: Madras xyxy=(1371,765,1405,778)
section-a-text-2: These residues (of various kinds) may be hard to remove later if left to dry on the tiles, particularly those featuring a textured surface however accentuated this texture may or may not be. We always recommend you take particular care when choosing the cleaning agent, as the wrong product could irreversibly alter the level of glossy and shine of the laid tiles. xyxy=(567,385,1026,446)
detergent-brand: Geal xyxy=(757,733,779,746)
det2-list xyxy=(567,1012,1026,1140)
detergent-name: Keranet ..... xyxy=(567,636,757,652)
subsection-1-heading: Nettoyage des carrelages jointes avec des "Mastics à base de ciment et d'eau". xyxy=(1181,496,1566,509)
detergent-brand: Faber Chimica xyxy=(757,1078,824,1091)
section-b-text: Le nettoyage quotidien peut être réalisé à l'aide de détergents neutres normaux indiqués pour le nettoyage des surfaces en céramique (p. ex. Aquasol food), éventuellement en les diluant dans de l'eau chaude pour en augmenter l'efficacité, en suivant les instructions du producteur sur l'étiquette. xyxy=(1181,1410,1640,1455)
